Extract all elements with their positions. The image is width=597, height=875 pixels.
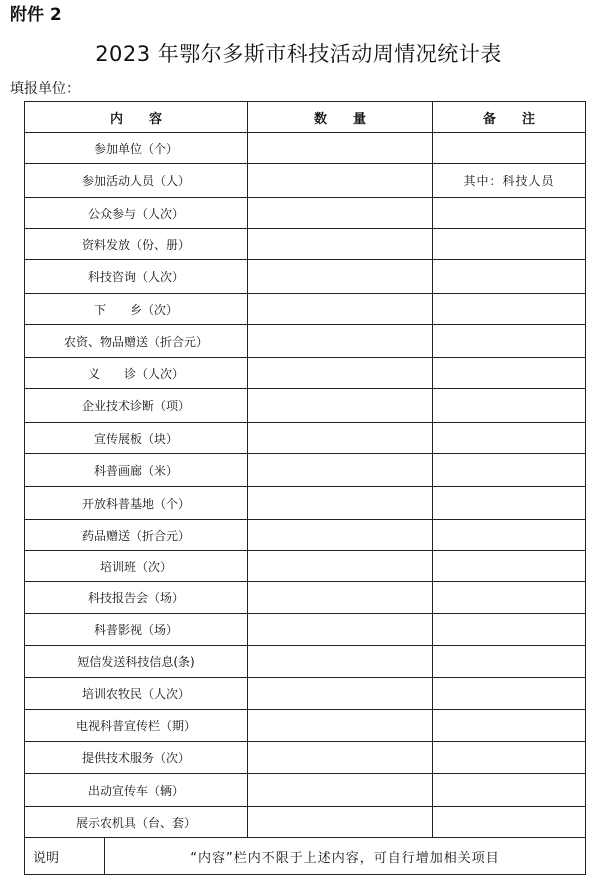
table-row [25, 710, 586, 742]
content-cell: 企业技术诊断（项） [25, 389, 248, 423]
quantity-cell[interactable] [248, 260, 433, 294]
quantity-cell[interactable] [248, 678, 433, 710]
quantity-cell[interactable] [248, 551, 433, 582]
table-row [25, 454, 586, 487]
table-row [25, 389, 586, 423]
quantity-cell[interactable] [248, 454, 433, 487]
content-cell: 公众参与（人次） [25, 198, 248, 229]
content-cell: 培训班（次） [25, 551, 248, 582]
table-row [25, 614, 586, 646]
content-cell: 短信发送科技信息(条) [25, 646, 248, 678]
table-row [25, 260, 586, 294]
content-cell: 科技报告会（场） [25, 582, 248, 614]
table-row [25, 807, 586, 838]
header-remark: 备 注 [433, 102, 586, 133]
quantity-cell[interactable] [248, 710, 433, 742]
quantity-cell[interactable] [248, 133, 433, 164]
remark-cell[interactable] [433, 487, 586, 520]
content-cell: 科普画廊（米） [25, 454, 248, 487]
remark-cell[interactable] [433, 646, 586, 678]
remark-cell[interactable] [433, 389, 586, 423]
table-row [25, 198, 586, 229]
remark-cell[interactable] [433, 774, 586, 807]
table-header-row [25, 102, 586, 133]
quantity-cell[interactable] [248, 807, 433, 838]
content-cell: 参加单位（个） [25, 133, 248, 164]
content-cell: 提供技术服务（次） [25, 742, 248, 774]
table-row [25, 487, 586, 520]
quantity-cell[interactable] [248, 582, 433, 614]
remark-cell[interactable] [433, 807, 586, 838]
content-cell: 科普影视（场） [25, 614, 248, 646]
content-cell: 参加活动人员（人） [25, 164, 248, 198]
quantity-cell[interactable] [248, 742, 433, 774]
quantity-cell[interactable] [248, 423, 433, 454]
remark-cell[interactable] [433, 133, 586, 164]
document-title: 2023 年鄂尔多斯市科技活动周情况统计表 [95, 42, 502, 66]
remark-cell[interactable] [433, 229, 586, 260]
content-cell: 下 乡（次） [25, 294, 248, 325]
content-cell: 展示农机具（台、套） [25, 807, 248, 838]
note-text: “内容”栏内不限于上述内容，可自行增加相关项目 [190, 850, 500, 866]
table-body [25, 133, 586, 875]
remark-cell[interactable] [433, 742, 586, 774]
remark-cell[interactable] [433, 294, 586, 325]
quantity-cell[interactable] [248, 229, 433, 260]
quantity-cell[interactable] [248, 646, 433, 678]
remark-cell[interactable] [433, 710, 586, 742]
table-row [25, 164, 586, 198]
table-row [25, 678, 586, 710]
quantity-cell[interactable] [248, 487, 433, 520]
remark-cell[interactable] [433, 325, 586, 358]
content-cell: 科技咨询（人次） [25, 260, 248, 294]
table-row [25, 133, 586, 164]
remark-cell[interactable] [433, 454, 586, 487]
table-row [25, 229, 586, 260]
remark-cell[interactable] [433, 614, 586, 646]
quantity-cell[interactable] [248, 358, 433, 389]
content-cell: 农资、物品赠送（折合元） [25, 325, 248, 358]
quantity-cell[interactable] [248, 198, 433, 229]
quantity-cell[interactable] [248, 520, 433, 551]
remark-cell[interactable] [433, 358, 586, 389]
statistics-table [24, 101, 586, 875]
content-cell: 义 诊（人次） [25, 358, 248, 389]
remark-cell[interactable] [433, 423, 586, 454]
quantity-cell[interactable] [248, 614, 433, 646]
content-cell: 宣传展板（块） [25, 423, 248, 454]
remark-cell[interactable] [433, 582, 586, 614]
content-cell: 电视科普宣传栏（期） [25, 710, 248, 742]
content-cell: 药品赠送（折合元） [25, 520, 248, 551]
quantity-cell[interactable] [248, 325, 433, 358]
header-content: 内 容 [25, 102, 248, 133]
content-cell: 开放科普基地（个） [25, 487, 248, 520]
note-row [25, 838, 586, 875]
quantity-cell[interactable] [248, 389, 433, 423]
fill-unit-label: 填报单位： [10, 81, 80, 97]
note-cell [25, 838, 586, 875]
remark-cell[interactable] [433, 520, 586, 551]
table-row [25, 358, 586, 389]
content-cell: 培训农牧民（人次） [25, 678, 248, 710]
table-row [25, 742, 586, 774]
quantity-cell[interactable] [248, 774, 433, 807]
remark-cell[interactable]: 其中：科技人员 [433, 164, 586, 198]
content-cell: 资料发放（份、册） [25, 229, 248, 260]
quantity-cell[interactable] [248, 294, 433, 325]
table-row [25, 551, 586, 582]
table-row [25, 294, 586, 325]
attachment-label: 附件 2 [10, 5, 62, 25]
table-row [25, 520, 586, 551]
table-row [25, 582, 586, 614]
remark-cell[interactable] [433, 551, 586, 582]
table-row [25, 646, 586, 678]
table-row [25, 325, 586, 358]
quantity-cell[interactable] [248, 164, 433, 198]
content-cell: 出动宣传车（辆） [25, 774, 248, 807]
note-label: 说明 [25, 838, 105, 874]
remark-cell[interactable] [433, 198, 586, 229]
remark-cell[interactable] [433, 678, 586, 710]
table-row [25, 423, 586, 454]
remark-cell[interactable] [433, 260, 586, 294]
table-row [25, 774, 586, 807]
header-quantity: 数 量 [248, 102, 433, 133]
